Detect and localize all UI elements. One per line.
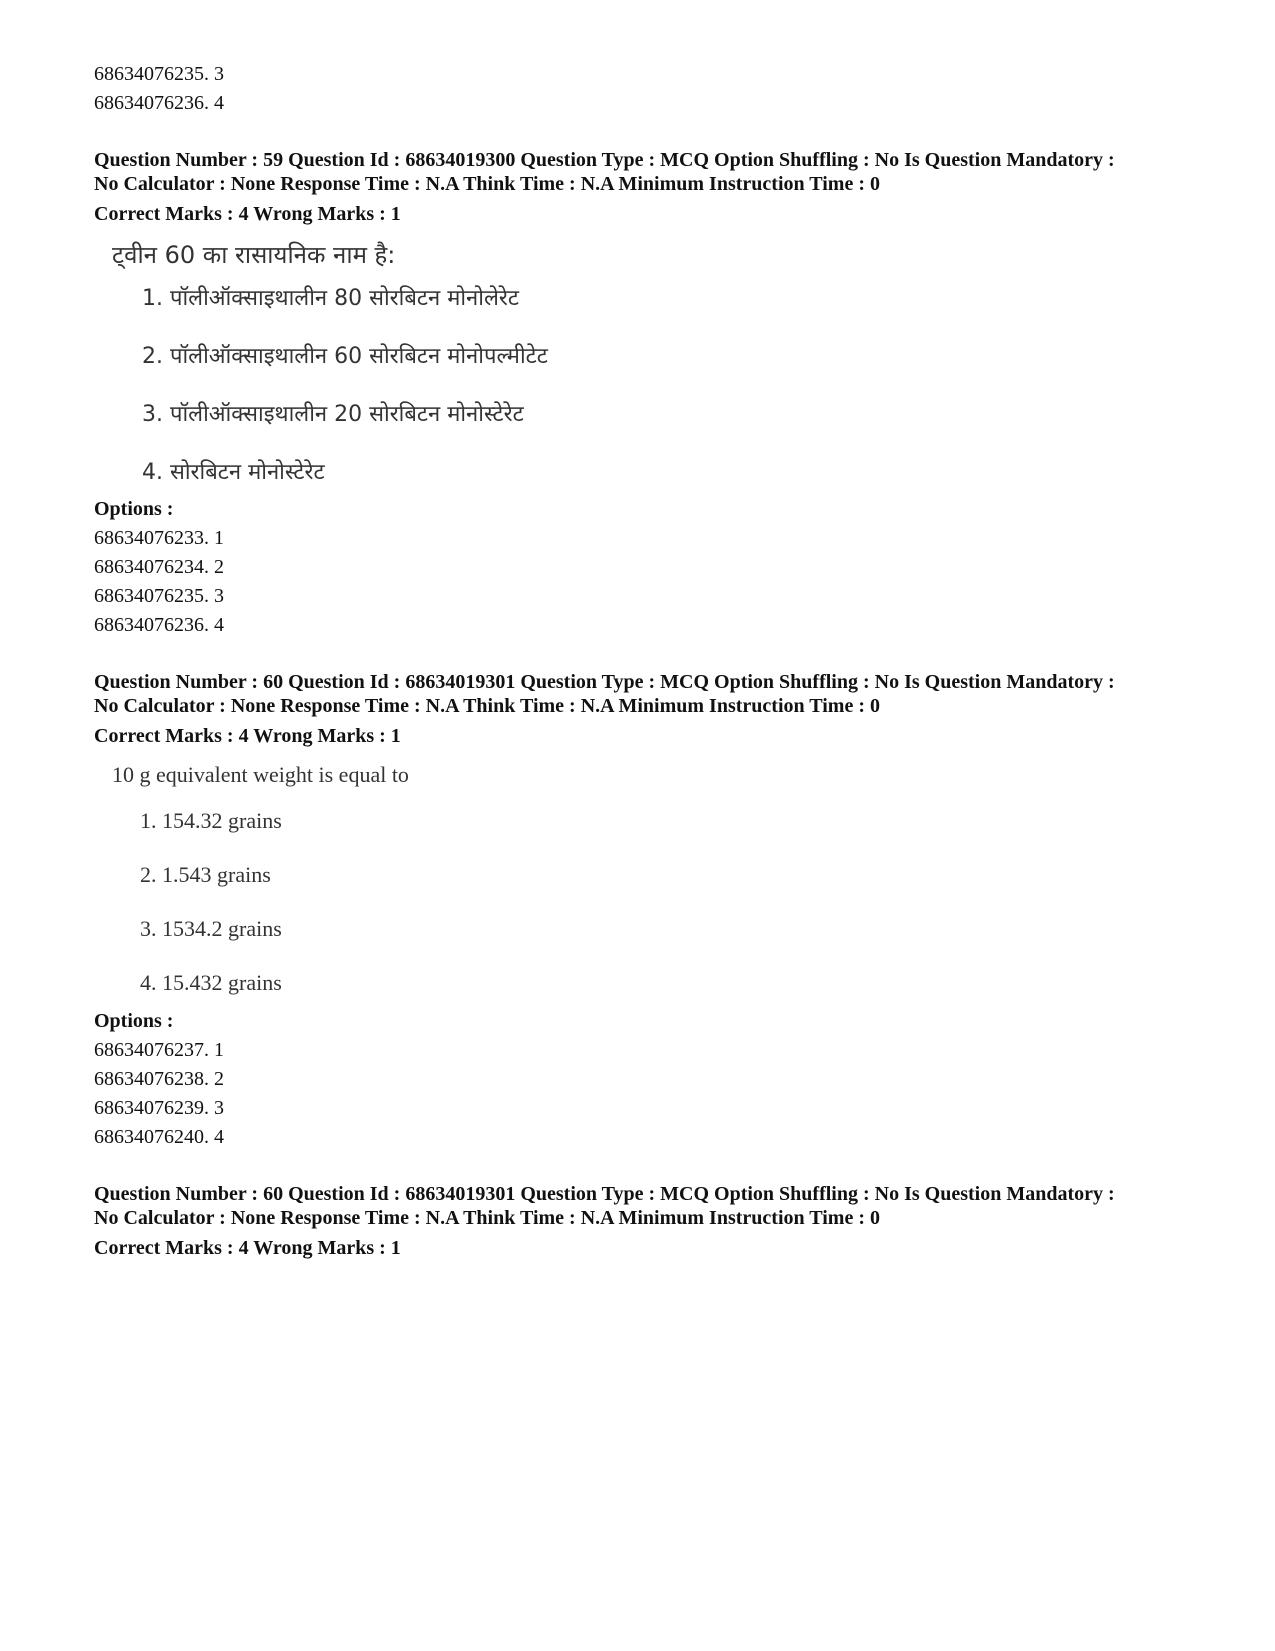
question-meta-line: No Calculator : None Response Time : N.A Think Time : N.A Minimum Instruction Time : 0 <box>94 173 880 195</box>
question-body <box>112 237 1214 489</box>
question-meta-line: No Calculator : None Response Time : N.A Think Time : N.A Minimum Instruction Time : 0 <box>94 1207 880 1229</box>
answer-choice: 3. पॉलीऑक्साइथालीन 20 सोरबिटन मोनोस्टेरेट <box>142 402 524 427</box>
question-meta-line: No Calculator : None Response Time : N.A Think Time : N.A Minimum Instruction Time : 0 <box>94 695 880 717</box>
options-list <box>94 1036 1214 1152</box>
question-60-repeat <box>94 1182 1214 1263</box>
option-line: 68634076235. 3 <box>94 585 224 607</box>
question-marks: Correct Marks : 4 Wrong Marks : 1 <box>94 1237 401 1259</box>
question-stem: 10 g equivalent weight is equal to <box>112 762 409 787</box>
question-59 <box>94 148 1214 640</box>
answer-choice: 1. 154.32 grains <box>140 808 282 833</box>
option-line: 68634076237. 1 <box>94 1039 224 1061</box>
answer-choice: 2. 1.543 grains <box>140 862 271 887</box>
question-header <box>94 670 1214 718</box>
answer-choice: 1. पॉलीऑक्साइथालीन 80 सोरबिटन मोनोलेरेट <box>142 286 519 311</box>
question-body <box>112 759 1214 999</box>
answer-choice: 4. सोरबिटन मोनोस्टेरेट <box>142 460 325 485</box>
question-meta-line: Question Number : 60 Question Id : 68634019301 Question Type : MCQ Option Shuffling : No Is Question Mandatory : <box>94 1183 1115 1205</box>
options-list <box>94 524 1214 640</box>
answer-choice: 3. 1534.2 grains <box>140 916 282 941</box>
option-line: 68634076239. 3 <box>94 1097 224 1119</box>
option-line: 68634076240. 4 <box>94 1126 224 1148</box>
question-meta-line: Question Number : 60 Question Id : 68634019301 Question Type : MCQ Option Shuffling : No Is Question Mandatory : <box>94 671 1115 693</box>
option-line: 68634076235. 3 <box>94 63 224 85</box>
question-header <box>94 148 1214 196</box>
question-header <box>94 1182 1214 1230</box>
answer-choice: 4. 15.432 grains <box>140 970 282 995</box>
option-line: 68634076236. 4 <box>94 92 224 114</box>
document-page <box>94 60 1214 1263</box>
option-line: 68634076234. 2 <box>94 556 224 578</box>
options-label: Options : <box>94 1010 174 1032</box>
previous-options-list <box>94 60 1214 118</box>
option-line: 68634076236. 4 <box>94 614 224 636</box>
question-meta-line: Question Number : 59 Question Id : 68634019300 Question Type : MCQ Option Shuffling : No Is Question Mandatory : <box>94 149 1115 171</box>
question-marks: Correct Marks : 4 Wrong Marks : 1 <box>94 725 401 747</box>
question-stem: ट्वीन 60 का रासायनिक नाम है: <box>112 241 396 269</box>
answer-choice: 2. पॉलीऑक्साइथालीन 60 सोरबिटन मोनोपल्मीटेट <box>142 344 548 369</box>
option-line: 68634076233. 1 <box>94 527 224 549</box>
option-line: 68634076238. 2 <box>94 1068 224 1090</box>
options-label: Options : <box>94 498 174 520</box>
question-60 <box>94 670 1214 1152</box>
question-marks: Correct Marks : 4 Wrong Marks : 1 <box>94 203 401 225</box>
